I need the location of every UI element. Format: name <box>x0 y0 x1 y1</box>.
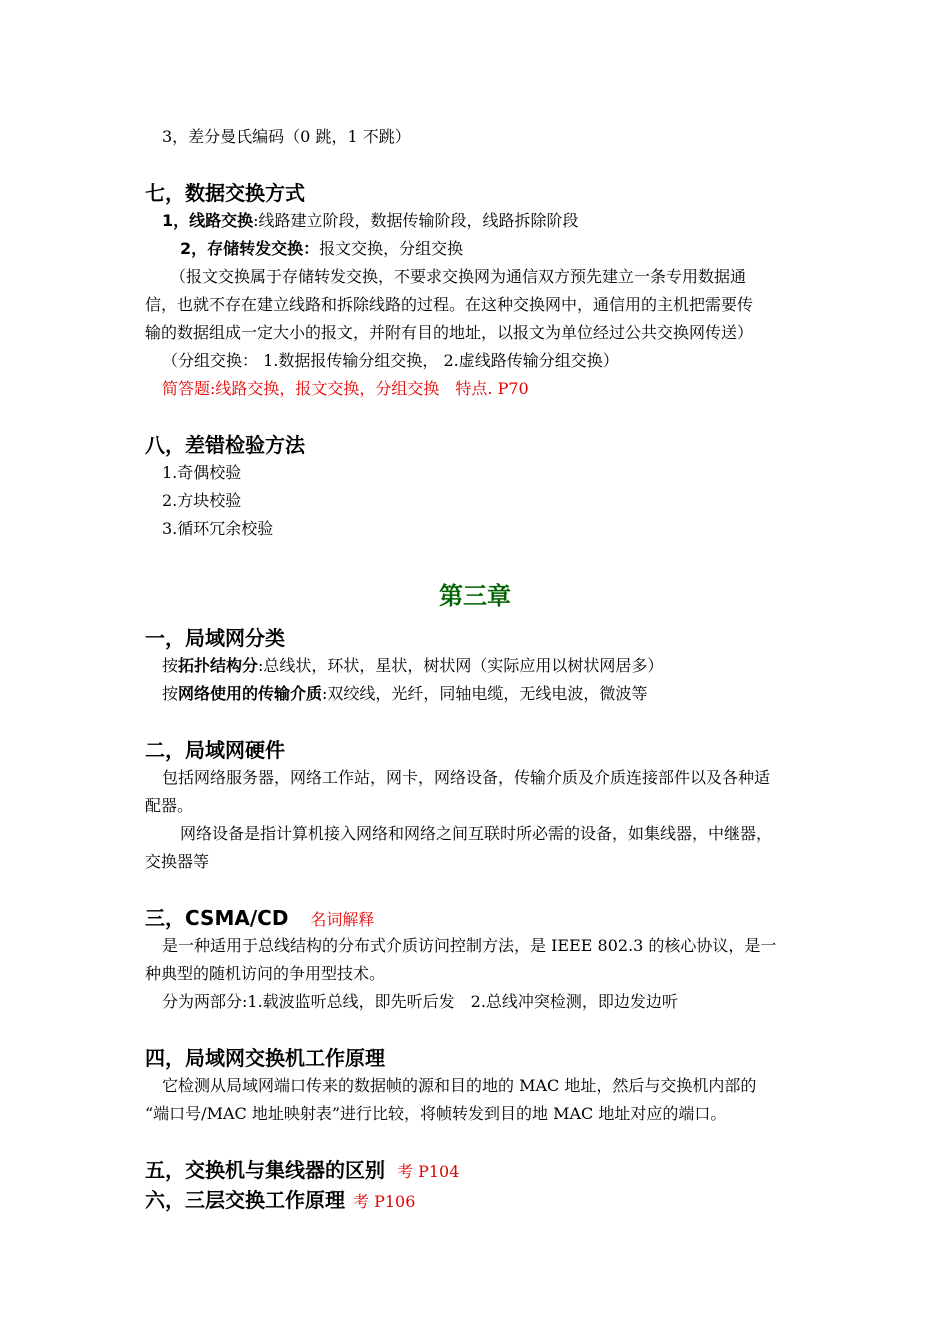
c3-s1-l1-text: :总线状，环状，星状，树状网（实际应用以树状网居多） <box>258 656 664 675</box>
c3-s6-note: 考 P106 <box>353 1192 416 1211</box>
s7-para-line-3: 输的数据组成一定大小的报文，并附有目的地址，以报文为单位经过公共交换网传送） <box>145 323 754 342</box>
c3-s2-p1-line-1: 包括网络服务器，网络工作站，网卡，网络设备，传输介质及介质连接部件以及各种适 <box>162 768 771 787</box>
c3-s3-p1-line-2: 种典型的随机访问的争用型技术。 <box>145 964 386 983</box>
c3-section-3-heading <box>145 905 374 933</box>
c3-section-1-heading: 一，局域网分类 <box>145 626 285 650</box>
s7-item-2-text: 报文交换，分组交换 <box>319 239 464 258</box>
c3-s1-l2-text: :双绞线，光纤，同轴电缆，无线电波，微波等 <box>322 684 648 703</box>
c3-s4-line-1: 它检测从局域网端口传来的数据帧的源和目的地的 MAC 地址，然后与交换机内部的 <box>162 1076 757 1095</box>
c3-s1-l1-prefix: 按 <box>162 656 179 675</box>
diff-manchester-line: 3，差分曼氏编码（0 跳，1 不跳） <box>162 127 411 146</box>
c3-s1-l1-bold: 拓扑结构分 <box>178 656 259 675</box>
s8-item-2: 2.方块校验 <box>162 491 242 510</box>
c3-s5-note: 考 P104 <box>397 1162 460 1181</box>
c3-s4-line-2: “端口号/MAC 地址映射表”进行比较，将帧转发到目的地 MAC 地址对应的端口。 <box>145 1104 727 1123</box>
c3-section-6-heading <box>145 1187 415 1215</box>
s8-item-3: 3.循环冗余校验 <box>162 519 274 538</box>
c3-s2-p2-line-2: 交换器等 <box>145 852 210 871</box>
c3-s3-p2: 分为两部分:1.载波监听总线，即先听后发 2.总线冲突检测，即边发边听 <box>162 992 678 1011</box>
s7-exam-note: 简答题:线路交换，报文交换，分组交换 特点. P70 <box>162 379 529 398</box>
s7-para-line-1: （报文交换属于存储转发交换，不要求交换网为通信双方预先建立一条专用数据通 <box>170 267 747 286</box>
c3-section-2-heading: 二，局域网硬件 <box>145 738 285 762</box>
c3-s2-p2-line-1: 网络设备是指计算机接入网络和网络之间互联时所必需的设备，如集线器，中继器， <box>180 824 773 843</box>
s7-packet-switching: （分组交换： 1.数据报传输分组交换， 2.虚线路传输分组交换） <box>162 351 619 370</box>
chapter-title: 第三章 <box>439 582 511 610</box>
c3-s3-heading-text: 三，CSMA/CD <box>145 906 289 930</box>
c3-s1-line-2 <box>162 684 647 704</box>
c3-section-5-heading <box>145 1157 459 1185</box>
c3-s3-p1-line-1: 是一种适用于总线结构的分布式介质访问控制方法，是 IEEE 802.3 的核心协议，是一 <box>162 936 777 955</box>
c3-section-4-heading: 四，局域网交换机工作原理 <box>145 1046 385 1070</box>
section-7-heading: 七，数据交换方式 <box>145 181 305 205</box>
s7-item-1 <box>162 211 579 231</box>
c3-s6-heading-text: 六，三层交换工作原理 <box>145 1188 345 1212</box>
s7-para-line-2: 信，也就不存在建立线路和拆除线路的过程。在这种交换网中，通信用的主机把需要传 <box>145 295 754 314</box>
s7-item-1-text: :线路建立阶段，数据传输阶段，线路拆除阶段 <box>253 211 579 230</box>
c3-s3-note: 名词解释 <box>310 910 375 929</box>
c3-s1-line-1 <box>162 656 663 676</box>
s7-item-1-label: 1，线路交换 <box>162 211 254 230</box>
s7-item-2-label: 2，存储转发交换： <box>180 239 320 258</box>
c3-s1-l2-bold: 网络使用的传输介质 <box>178 684 323 703</box>
c3-s2-p1-line-2: 配器。 <box>145 796 194 815</box>
s7-item-2 <box>180 239 463 259</box>
c3-s5-heading-text: 五，交换机与集线器的区别 <box>145 1158 385 1182</box>
c3-s1-l2-prefix: 按 <box>162 684 179 703</box>
s8-item-1: 1.奇偶校验 <box>162 463 242 482</box>
section-8-heading: 八，差错检验方法 <box>145 433 305 457</box>
